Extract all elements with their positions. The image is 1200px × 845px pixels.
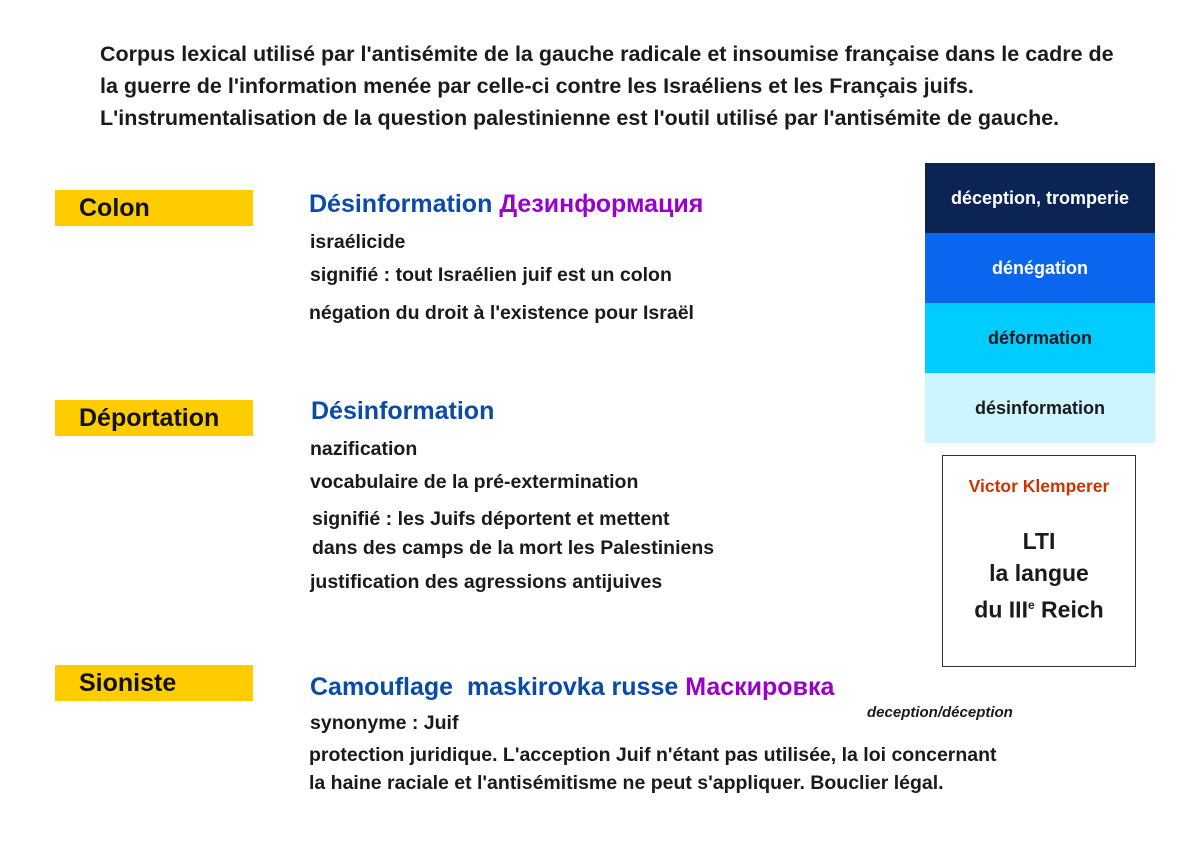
book-title-sup: e (1027, 598, 1035, 612)
sioniste-line-3: la haine raciale et l'antisémitisme ne peut s'appliquer. Bouclier légal. (309, 772, 944, 794)
heading-colon-ru: Дезинформация (499, 190, 704, 218)
book-title-reich: Reich (1034, 596, 1104, 623)
book-title-line-1: LTI (1022, 528, 1056, 554)
book-title-line-3 (943, 589, 1135, 626)
book-title (943, 525, 1135, 626)
heading-sioniste (310, 673, 834, 702)
sioniste-line-2: protection juridique. L'acception Juif n'étant pas utilisée, la loi concernant (309, 744, 997, 766)
deception-stack (925, 163, 1155, 443)
book-reference-box (942, 455, 1136, 667)
stack-band-deformation: déformation (925, 303, 1155, 373)
deportation-line-5: justification des agressions antijuives (310, 571, 663, 593)
heading-sioniste-maskirovka: maskirovka russe (467, 673, 679, 701)
intro-text: Corpus lexical utilisé par l'antisémite de la gauche radicale et insoumise française dans le cadre de la guerre de l'information menée par celle-ci contre les Israéliens et les Français juifs. L'instrumentalisation de la question palestinienne est l'outil utilisé par l'antisémite de gauche. (100, 42, 1114, 130)
term-deportation: Déportation (55, 400, 253, 436)
deportation-line-2: vocabulaire de la pré-extermination (310, 471, 639, 493)
deception-note: deception/déception (867, 704, 1013, 721)
heading-colon (309, 190, 703, 219)
term-colon: Colon (55, 190, 253, 226)
heading-sioniste-fr: Camouflage (310, 673, 454, 701)
deportation-line-4: dans des camps de la mort les Palestiniens (312, 537, 715, 559)
stack-band-desinformation: désinformation (925, 373, 1155, 443)
colon-line-2: signifié : tout Israélien juif est un colon (310, 264, 672, 286)
deportation-line-3: signifié : les Juifs déportent et mettent (312, 508, 670, 530)
sioniste-line-1: synonyme : Juif (310, 712, 459, 734)
heading-sioniste-ru: Маскировка (685, 673, 835, 701)
heading-deportation: Désinformation (311, 397, 495, 425)
stack-band-deception: déception, tromperie (925, 163, 1155, 233)
heading-colon-fr: Désinformation (309, 190, 493, 218)
colon-line-3: négation du droit à l'existence pour Israël (309, 302, 694, 324)
term-sioniste: Sioniste (55, 665, 253, 701)
book-title-line-2: la langue (989, 560, 1089, 586)
stack-band-denegation: dénégation (925, 233, 1155, 303)
book-author: Victor Klemperer (968, 476, 1110, 496)
colon-line-1: israélicide (310, 231, 406, 253)
book-title-du-iii: du III (974, 596, 1028, 623)
deportation-line-1: nazification (310, 438, 418, 460)
